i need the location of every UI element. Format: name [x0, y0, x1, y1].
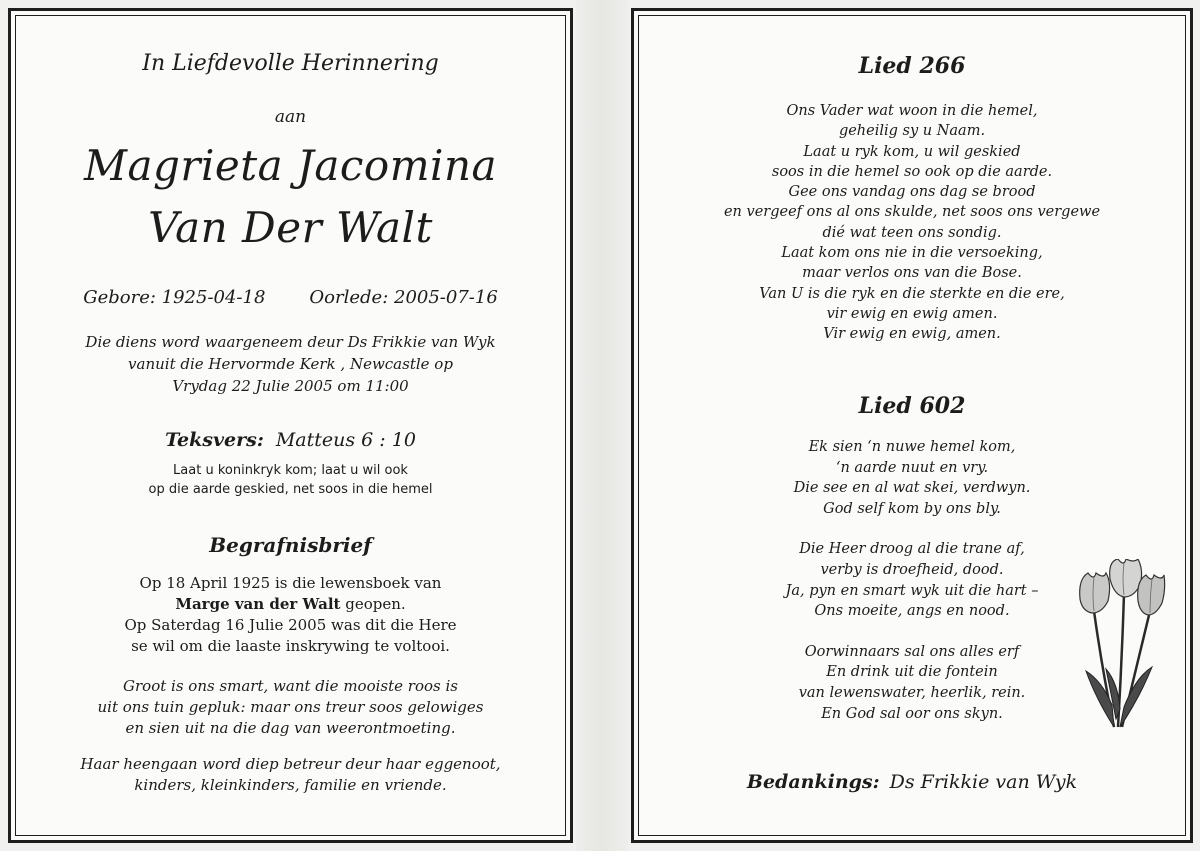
lied-line: Vir ewig en ewig, amen. — [823, 326, 1001, 343]
lied-line: Van U is die ryk en die sterkte en die ere, — [759, 285, 1065, 302]
scripture-text — [11, 461, 570, 499]
lied-line: geheilig sy u Naam. — [838, 123, 986, 140]
lied-line: vir ewig en ewig amen. — [826, 305, 998, 322]
begrafnisbrief-paragraph-2 — [11, 676, 570, 739]
right-page — [631, 8, 1193, 843]
lied-line: Die Heer droog al die trane af, — [799, 541, 1025, 558]
paragraph-line-rest: geopen. — [340, 595, 406, 613]
paragraph-line: Haar heengaan word diep betreur deur haar eggenoot, — [80, 755, 501, 773]
lied-line: Laat kom ons nie in die versoeking, — [781, 245, 1043, 262]
lied-line: Die see en al wat skei, verdwyn. — [793, 480, 1031, 497]
scripture-reference — [11, 429, 570, 451]
paragraph-line: se wil om die laaste inskrywing te voltooi. — [131, 637, 450, 655]
lied-line: God self kom by ons bly. — [823, 500, 1001, 517]
teksvers-ref: Matteus 6 : 10 — [275, 429, 416, 451]
lied-line: ‘n aarde nuut en vry. — [835, 459, 989, 476]
lied-line: Laat u ryk kom, u wil geskied — [803, 143, 1021, 160]
begrafnisbrief-title: Begrafnisbrief — [209, 533, 372, 557]
service-line: vanuit die Hervormde Kerk , Newcastle op — [128, 355, 453, 373]
lied-line: van lewenswater, heerlik, rein. — [798, 684, 1026, 701]
lied-line: dié wat teen ons sondig. — [822, 224, 1002, 241]
paragraph-line: Groot is ons smart, want die mooiste roos is — [123, 677, 458, 695]
teksvers-label: Teksvers: — [165, 429, 264, 451]
lied-line: Ja, pyn en smart wyk uit die hart – — [785, 582, 1039, 599]
lied-266-text — [634, 101, 1190, 345]
lied-line: Ons Vader wat woon in die hemel, — [786, 103, 1038, 119]
paragraph-line: uit ons tuin gepluk: maar ons treur soos gelowiges — [97, 698, 484, 716]
lied-line: En God sal oor ons skyn. — [821, 705, 1003, 722]
thanks-label: Bedankings: — [746, 771, 880, 793]
begrafnisbrief-paragraph-1 — [11, 573, 570, 657]
lied-line: Gee ons vandag ons dag se brood — [788, 184, 1036, 201]
left-page — [8, 8, 573, 843]
lied-266-title: Lied 266 — [858, 53, 966, 79]
service-line: Vrydag 22 Julie 2005 om 11:00 — [172, 377, 409, 395]
lied-line: soos in die hemel so ook op die aarde. — [771, 163, 1053, 180]
acknowledgement — [634, 771, 1190, 793]
aan-text: aan — [274, 107, 307, 127]
lied-line: En drink uit die fontein — [826, 664, 998, 681]
thanks-name: Ds Frikkie van Wyk — [889, 771, 1078, 793]
stanza-1 — [634, 437, 1190, 519]
lied-line: Oorwinnaars sal ons alles erf — [804, 643, 1020, 660]
paragraph-line — [11, 594, 570, 615]
service-line: Die diens word waargeneem deur Ds Frikkie van Wyk — [85, 333, 496, 351]
begrafnisbrief-paragraph-3 — [11, 754, 570, 796]
life-dates — [11, 287, 570, 308]
lied-line: Ons moeite, angs en nood. — [814, 603, 1010, 620]
memorial-heading: In Liefdevolle Herinnering — [142, 51, 439, 76]
deceased-surname: Van Der Walt — [148, 203, 433, 252]
page-fold — [576, 0, 628, 851]
name-bold: Marge van der Walt — [175, 595, 341, 613]
lied-line: en vergeef ons al ons skulde, net soos ons vergewe — [723, 204, 1101, 221]
tulip-bouquet-icon — [1066, 559, 1166, 737]
scripture-line: op die aarde geskied, net soos in die hemel — [148, 482, 433, 497]
death-date: Oorlede: 2005-07-16 — [309, 287, 498, 308]
paragraph-line: en sien uit na die dag van weerontmoeting. — [125, 719, 456, 737]
lied-line: verby is droefheid, dood. — [820, 561, 1004, 578]
birth-date: Gebore: 1925-04-18 — [83, 287, 266, 308]
service-details — [11, 331, 570, 397]
lied-line: maar verlos ons van die Bose. — [802, 265, 1022, 282]
deceased-first-names: Magrieta Jacomina — [83, 141, 498, 190]
paragraph-line: kinders, kleinkinders, familie en vriende. — [134, 776, 447, 794]
paragraph-line: Op 18 April 1925 is die lewensboek van — [139, 574, 442, 592]
lied-line: Ek sien ‘n nuwe hemel kom, — [808, 439, 1016, 455]
scripture-line: Laat u koninkryk kom; laat u wil ook — [173, 463, 408, 478]
paragraph-line: Op Saterdag 16 Julie 2005 was dit die Here — [124, 616, 457, 634]
lied-602-title: Lied 602 — [858, 393, 966, 419]
